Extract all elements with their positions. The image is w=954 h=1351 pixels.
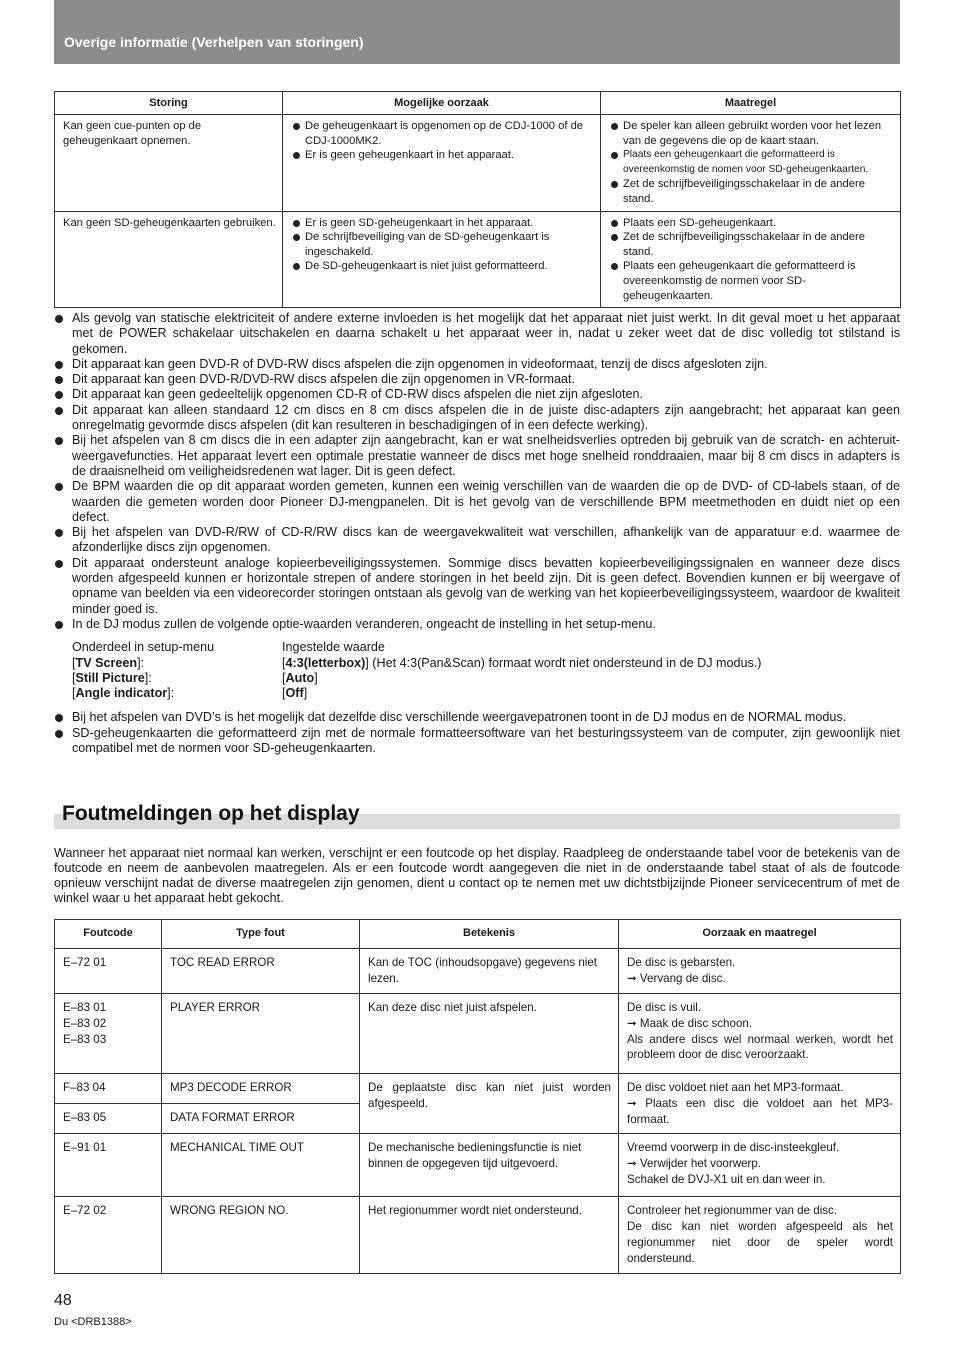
list-item: Plaats een SD-geheugenkaart. (609, 216, 895, 231)
setup-value: Off (285, 686, 304, 701)
note-item: SD-geheugenkaarten die geformatteerd zijn met de normale formatteersoftware van het besturingssysteem van de computer, zijn gewoonlijk niet compatibel met de normen voor SD-geheugenkaarten. (54, 726, 900, 757)
error-code-table (54, 919, 901, 1274)
note-item: Dit apparaat kan geen gedeeltelijk opgenomen CD-R of CD-RW discs afspelen die niet zijn afgesloten. (54, 387, 900, 402)
setup-header-row (72, 640, 900, 655)
error-type: MP3 DECODE ERROR (162, 1074, 360, 1104)
error-type: WRONG REGION NO. (162, 1197, 360, 1273)
remedies-cell (601, 115, 901, 212)
table-row (55, 115, 901, 212)
error-type: TOC READ ERROR (162, 949, 360, 994)
setup-value: 4:3(letterbox) (285, 655, 366, 670)
col-header-oorzaak: Mogelijke oorzaak (283, 92, 601, 115)
problem-cell: Kan geen cue-punten op de geheugenkaart opnemen. (55, 115, 283, 212)
error-meaning: Het regionummer wordt niet ondersteund. (360, 1197, 619, 1273)
error-code: E–83 01 E–83 02 E–83 03 (55, 994, 162, 1074)
note-item: Bij het afspelen van 8 cm discs die in een adapter zijn aangebracht, kan er wat snelheidsverlies optreden bij gebruik van de scratch- en achteruit-weergavefuncties. Het apparaat levert een optimale prestatie wanneer de discs met hoge snelheid ronddraaien, maar bij 8 cm discs in adapters is de draaisnelheid om veiligheidsredenen wat lager. Dit is geen defect. (54, 433, 900, 479)
error-meaning: Kan deze disc niet juist afspelen. (360, 994, 619, 1074)
notes-list (54, 311, 900, 756)
table-row (55, 994, 901, 1074)
error-cause: Vreemd voorwerp in de disc-insteekgleuf. ➞ Verwijder het voorwerp. Schakel de DVJ-X1 uit en dan weer in. (619, 1134, 901, 1197)
setup-col1-header: Onderdeel in setup-menu (72, 640, 215, 655)
causes-cell (283, 115, 601, 212)
error-cause: De disc is vuil. ➞ Maak de disc schoon. Als andere discs wel normaal werken, wordt het probleem door de disc veroorzaakt. (619, 994, 901, 1074)
section-title (54, 800, 900, 830)
col-header-betekenis: Betekenis (360, 920, 619, 949)
note-item: Dit apparaat kan geen DVD-R of DVD-RW discs afspelen die zijn opgenomen in videoformaat, tenzij de discs afgesloten zijn. (54, 357, 900, 372)
setup-row: [TV Screen]: [4:3(letterbox)] (Het 4:3(Pan&Scan) formaat wordt niet ondersteund in de DJ modus.) (72, 655, 762, 670)
list-item: Zet de schrijfbeveiligingsschakelaar in de andere stand. (609, 177, 895, 206)
list-item: Plaats een geheugenkaart die geformatteerd is overeenkomstig de nomen voor SD-geheugenkaarten. (609, 148, 895, 177)
note-item: De BPM waarden die op dit apparaat worden gemeten, kunnen een weinig verschillen van de waarden die op de DVD- of CD-labels staan, of de waarden die gemeten worden door Pioneer DJ-mengpanelen. Dit is het gevolg van de verschillende BPM meetmethoden en duidt niet op een defect. (54, 479, 900, 525)
list-item: Er is geen SD-geheugenkaart in het apparaat. (291, 216, 595, 231)
col-header-foutcode: Foutcode (55, 920, 162, 949)
error-type: DATA FORMAT ERROR (162, 1104, 360, 1134)
error-meaning: De geplaatste disc kan niet juist worden afgespeeld. (360, 1074, 619, 1134)
error-type: PLAYER ERROR (162, 994, 360, 1074)
troubleshooting-table (54, 91, 901, 308)
list-item: Zet de schrijfbeveiligingsschakelaar in de andere stand. (609, 230, 895, 259)
list-item: Er is geen geheugenkaart in het apparaat. (291, 148, 595, 163)
note-item: Dit apparaat kan alleen standaard 12 cm discs en 8 cm discs afspelen die in de juiste disc-adapters zijn aangebracht; het apparaat kan geen onregelmatig gevormde discs afspelen (dit kan resulteren in beschadigingen of in een defecte werking). (54, 403, 900, 434)
col-header-storing: Storing (55, 92, 283, 115)
note-item: Bij het afspelen van DVD’s is het mogelijk dat dezelfde disc verschillende weergavepatronen toont in de DJ modus en de NORMAL modus. (54, 710, 900, 725)
setup-value: Auto (285, 670, 315, 685)
table-row (55, 949, 901, 994)
note-item: Dit apparaat ondersteunt analoge kopieerbeveiligingssystemen. Sommige discs bevatten kopieerbeveiligingssignalen en wanneer deze discs worden afgespeeld kunnen er horizontale strepen of andere storingen in het beeld zijn. Dit is geen defect. Bovendien kunnen er bij weergave of opname van beelden via een videorecorder storingen ontstaan als gevolg van de werking van het kopieerbeveiligingssysteem, waardoor de kwaliteit minder goed is. (54, 556, 900, 617)
list-item: De speler kan alleen gebruikt worden voor het lezen van de gegevens die op de kaart staan. (609, 119, 895, 148)
col-header-oorzaak: Oorzaak en maatregel (619, 920, 901, 949)
table-row (55, 211, 901, 308)
error-cause: De disc is gebarsten. ➞ Vervang de disc. (619, 949, 901, 994)
section-header-bar (54, 0, 900, 64)
setup-row: [Angle indicator]: [Off] (72, 686, 308, 701)
table-row (55, 1074, 901, 1104)
setup-item: Still Picture (75, 670, 145, 685)
error-code: E–91 01 (55, 1134, 162, 1197)
list-item: De geheugenkaart is opgenomen op de CDJ-1000 of de CDJ-1000MK2. (291, 119, 595, 148)
note-item: In de DJ modus zullen de volgende optie-waarden veranderen, ongeacht de instelling in het setup-menu. (54, 617, 900, 632)
list-item: De schrijfbeveiliging van de SD-geheugenkaart is ingeschakeld. (291, 230, 595, 259)
note-item: Dit apparaat kan geen DVD-R/DVD-RW discs afspelen die zijn opgenomen in VR-formaat. (54, 372, 900, 387)
intro-paragraph: Wanneer het apparaat niet normaal kan werken, verschijnt er een foutcode op het display. Raadpleeg de onderstaande tabel voor de betekenis van de foutcode en neem de aanbevolen maatregelen. Als er een foutcode wordt aangegeven die niet in de onderstaande tabel staat of als de foutcode opnieuw verschijnt nadat de diverse maatregelen zijn genomen, dient u contact op te nemen met uw dichtstbijzijnde Pioneer servicecentrum of met de winkel waar u het apparaat hebt gekocht. (54, 846, 900, 905)
setup-item: TV Screen (75, 655, 138, 670)
table-header-row (55, 920, 901, 949)
list-item: Plaats een geheugenkaart die geformatteerd is overeenkomstig de normen voor SD-geheugenkaarten. (609, 259, 895, 303)
document-id: Du <DRB1388> (54, 1316, 132, 1328)
page-number: 48 (54, 1292, 72, 1309)
error-meaning: Kan de TOC (inhoudsopgave) gegevens niet lezen. (360, 949, 619, 994)
section-header-title: Overige informatie (Verhelpen van storingen) (64, 34, 364, 50)
col-header-type: Type fout (162, 920, 360, 949)
table-row (55, 1197, 901, 1273)
table-header-row (55, 92, 901, 115)
problem-cell: Kan geen SD-geheugenkaarten gebruiken. (55, 211, 283, 308)
error-code: F–83 04 (55, 1074, 162, 1104)
error-code: E–83 05 (55, 1104, 162, 1134)
section-title-text: Foutmeldingen op het display (62, 802, 360, 825)
list-item: De SD-geheugenkaart is niet juist geformatteerd. (291, 259, 595, 274)
setup-row: [Still Picture]: [Auto] (72, 670, 318, 685)
setup-note: (Het 4:3(Pan&Scan) formaat wordt niet ondersteund in de DJ modus.) (368, 655, 762, 670)
note-item: Als gevolg van statische elektriciteit of andere externe invloeden is het mogelijk dat het apparaat niet juist werkt. In dit geval moet u het apparaat met de POWER schakelaar uitschakelen en daarna schakelt u het apparaat weer in, nadat u zeker weet dat de disc volledig tot stilstand is gekomen. (54, 311, 900, 357)
remedies-cell (601, 211, 901, 308)
table-row (55, 1134, 901, 1197)
error-cause: Controleer het regionummer van de disc. De disc kan niet worden afgespeeld als het regionummer niet door de speler wordt ondersteund. (619, 1197, 901, 1273)
error-code: E–72 01 (55, 949, 162, 994)
setup-values-table (72, 640, 900, 701)
error-code: E–72 02 (55, 1197, 162, 1273)
col-header-maatregel: Maatregel (601, 92, 901, 115)
error-cause: De disc voldoet niet aan het MP3-formaat. ➞ Plaats een disc die voldoet aan het MP3-formaat. (619, 1074, 901, 1134)
causes-cell (283, 211, 601, 308)
setup-item: Angle indicator (75, 686, 168, 701)
error-meaning: De mechanische bedieningsfunctie is niet binnen de opgegeven tijd uitgevoerd. (360, 1134, 619, 1197)
error-type: MECHANICAL TIME OUT (162, 1134, 360, 1197)
setup-col2-header: Ingestelde waarde (282, 640, 385, 655)
note-item: Bij het afspelen van DVD-R/RW of CD-R/RW discs kan de weergavekwaliteit wat verschillen, afhankelijk van de apparatuur e.d. waarmee de afzonderlijke discs zijn opgenomen. (54, 525, 900, 556)
